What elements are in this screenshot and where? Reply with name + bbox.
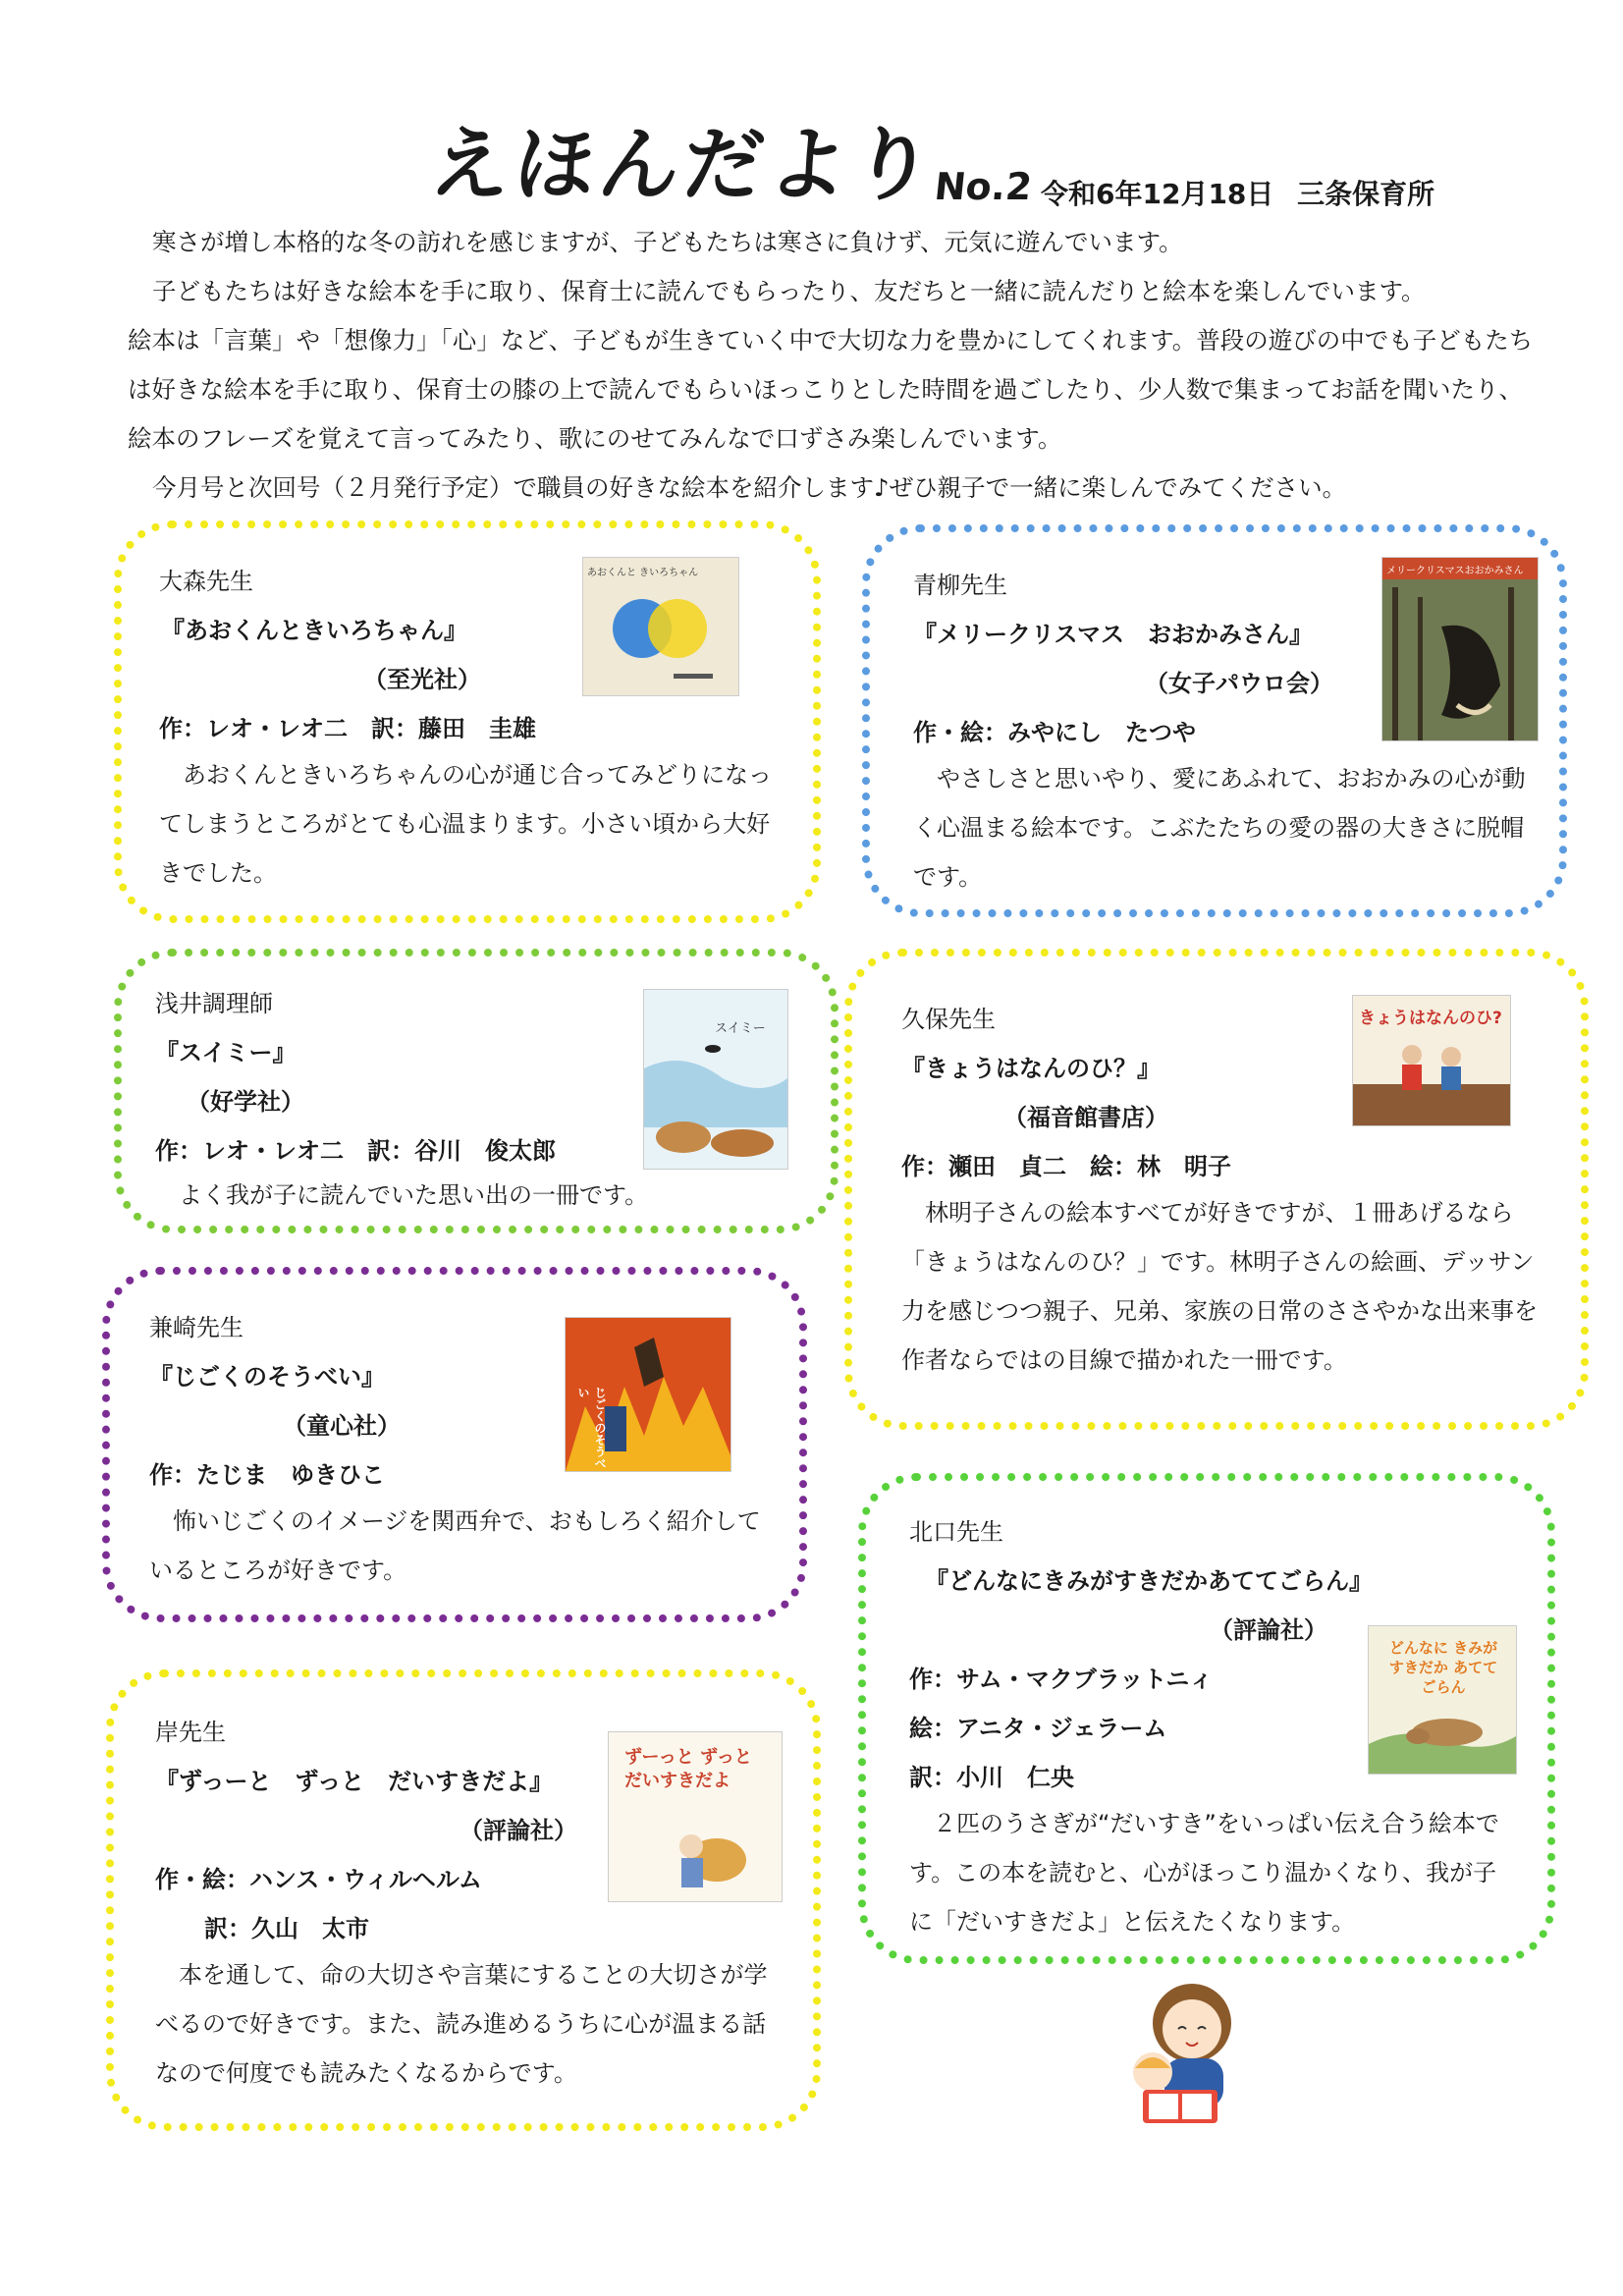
card-publisher: （福音館書店）: [1003, 1104, 1168, 1131]
book-card-omori: [114, 520, 821, 923]
intro-paragraph: 絵本は「言葉」や「想像力」「心」など、子どもが生きていく中で大切な力を豊かにしてくれます。普段の遊びの中でも子どもたちは好きな絵本を手に取り、保育士の膝の上で読んでもらいほっこりとした時間を過ごしたり、少人数で集まってお話を聞いたり、絵本のフレーズを覚えて言ってみたり、歌にのせてみんなで口ずさみ楽しんでいます。: [128, 326, 1534, 453]
card-credit: 作・絵：みやにし たつや: [913, 719, 1196, 746]
card-credit: 訳：小川 仁央: [909, 1764, 1074, 1791]
cover-title: きょうはなんのひ?: [1359, 1009, 1502, 1028]
cover-art: [583, 558, 738, 695]
card-publisher: （女子パウロ会）: [1145, 670, 1333, 697]
cover-title: メリークリスマスおおかみさん: [1386, 566, 1524, 576]
issue-meta: [1041, 173, 1434, 212]
book-cover-wolf: [1382, 558, 1538, 740]
intro-paragraph: 子どもたちは好きな絵本を手に取り、保育士に読んでもらったり、友だちと一緒に読んだりと絵本を楽しんでいます。: [152, 277, 1426, 305]
cover-title: スイミー: [715, 1021, 766, 1036]
card-book-title: 『スイミー』: [155, 1039, 297, 1066]
card-teacher: 大森先生: [159, 568, 253, 595]
card-comment: やさしさと思いやり、愛にあふれて、おおかみの心が動く心温まる絵本です。こぶたたちの愛の器の大きさに脱帽です。: [913, 765, 1526, 891]
book-card-aoyagi: [862, 524, 1567, 917]
book-cover-zutto: [609, 1732, 782, 1901]
card-publisher: （評論社）: [1210, 1616, 1327, 1644]
card-publisher: （評論社）: [460, 1817, 577, 1844]
card-book-title: 『じごくのそうべい』: [149, 1363, 385, 1391]
facility-name: 三条保育所: [1297, 178, 1435, 210]
book-card-kishi: [106, 1669, 821, 2131]
book-cover-donnani: [1369, 1626, 1516, 1774]
cover-title: じごくのそうべい: [576, 1387, 607, 1469]
card-credit: 作：サム・マクブラットニィ: [909, 1666, 1214, 1693]
cover-title: ずーっと ずっと だいすきだよ: [624, 1747, 752, 1791]
intro-paragraph: 寒さが増し本格的な冬の訪れを感じますが、子どもたちは寒さに負けず、元気に遊んでいます。: [152, 228, 1183, 256]
card-teacher: 浅井調理師: [155, 990, 273, 1017]
card-comment: 怖いじごくのイメージを関西弁で、おもしろく紹介しているところが好きです。: [149, 1507, 761, 1584]
cover-art: [1382, 558, 1538, 740]
book-cover-kyou: [1353, 996, 1510, 1125]
card-teacher: 兼崎先生: [149, 1314, 243, 1341]
cover-title: あおくんと きいろちゃん: [587, 568, 699, 578]
newsletter-title: えほんだより: [425, 119, 943, 212]
intro-paragraph: 今月号と次回号（２月発行予定）で職員の好きな絵本を紹介します♪ぜひ親子で一緒に楽しんでみてください。: [152, 473, 1347, 502]
issue-date: 令和6年12月18日: [1041, 178, 1274, 210]
reading-mother-child-illustration: [1108, 1974, 1255, 2131]
card-teacher: 北口先生: [909, 1518, 1003, 1546]
card-book-title: 『メリークリスマス おおかみさん』: [913, 621, 1314, 648]
intro-section: [128, 218, 1542, 513]
book-card-kubo: [844, 949, 1589, 1430]
card-credit: 訳：久山 太市: [204, 1915, 369, 1942]
card-credit: 作：レオ・レオ二 訳：谷川 俊太郎: [155, 1137, 556, 1165]
card-comment: あおくんときいろちゃんの心が通じ合ってみどりになってしまうところがとても心温まります。小さい頃から大好きでした。: [159, 761, 772, 887]
card-publisher: （童心社）: [283, 1412, 401, 1440]
card-book-title: 『あおくんときいろちゃん』: [161, 617, 467, 644]
book-card-kitaguchi: [858, 1473, 1555, 1964]
book-cover-jigoku: [566, 1318, 730, 1471]
book-card-asai: [114, 949, 839, 1233]
book-card-kanezaki: [102, 1267, 807, 1622]
card-comment: よく我が子に読んでいた思い出の一冊です。: [179, 1181, 649, 1209]
card-publisher: （至光社）: [363, 666, 481, 693]
card-publisher: （好学社）: [187, 1088, 304, 1116]
card-book-title: 『ずっーと ずっと だいすきだよ』: [155, 1768, 554, 1795]
card-comment: ２匹のうさぎが“だいすき”をいっぱい伝え合う絵本です。この本を読むと、心がほっこり温かくなり、我が子に「だいすきだよ」と伝えたくなります。: [909, 1810, 1499, 1936]
issue-number: No.2: [932, 165, 1035, 208]
book-cover-aokun: [583, 558, 738, 695]
card-comment: 林明子さんの絵本すべてが好きですが、１冊あげるなら「きょうはなんのひ？」です。林明子さんの絵画、デッサン力を感じつつ親子、兄弟、家族の日常のささやかな出来事を作者ならではの目線で描かれた一冊です。: [901, 1199, 1538, 1374]
card-credit: 作：瀬田 貞二 絵：林 明子: [901, 1153, 1231, 1180]
card-teacher: 岸先生: [155, 1719, 226, 1746]
book-cover-swimmy: [644, 990, 787, 1169]
card-teacher: 青柳先生: [913, 572, 1007, 599]
card-comment: 本を通して、命の大切さや言葉にすることの大切さが学べるので好きです。また、読み進めるうちに心が温まる話なので何度でも読みたくなるからです。: [155, 1961, 768, 2087]
cover-title: どんなに きみがすきだか あててごらん: [1388, 1639, 1498, 1696]
card-book-title: 『どんなにきみがすきだかあててごらん』: [925, 1567, 1373, 1595]
card-book-title: 『きょうはなんのひ？』: [901, 1055, 1161, 1082]
card-teacher: 久保先生: [901, 1006, 996, 1033]
card-credit: 作・絵：ハンス・ウィルヘルム: [155, 1866, 482, 1893]
card-credit: 絵：アニタ・ジェラーム: [909, 1715, 1167, 1742]
card-credit: 作：たじま ゆきひこ: [149, 1461, 385, 1489]
card-credit: 作：レオ・レオ二 訳：藤田 圭雄: [159, 715, 536, 742]
